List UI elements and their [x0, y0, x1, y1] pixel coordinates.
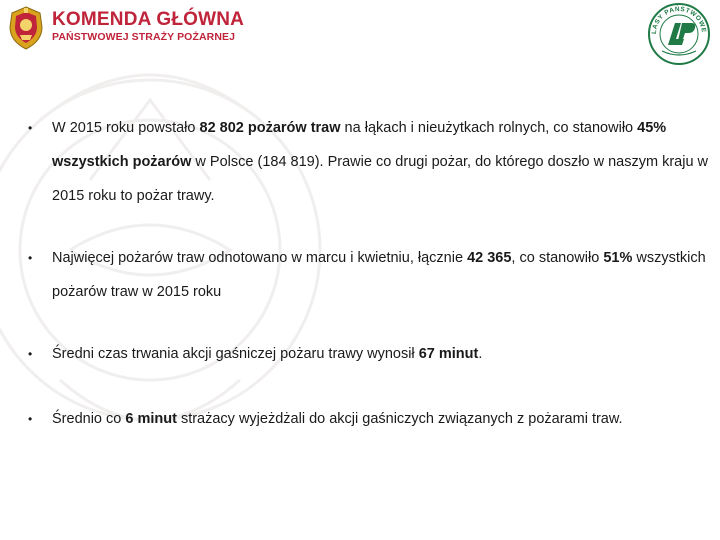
bullet-item: [28, 111, 708, 213]
text-run: strażacy wyjeżdżali do akcji gaśniczych związanych z pożarami traw.: [176, 411, 623, 427]
bullet-marker: •: [28, 251, 33, 265]
text-run-bold: 42 365: [467, 250, 512, 266]
bullet-text: [52, 241, 708, 309]
text-run: wszystkich pożarów traw w 2015 roku: [52, 250, 706, 300]
bullet-item: [28, 241, 708, 309]
text-run: Średni czas trwania akcji gaśniczej pożaru trawy wynosił: [52, 346, 419, 362]
bullet-marker: •: [28, 347, 33, 361]
org-name-line1: KOMENDA GŁÓWNA: [52, 9, 245, 30]
lasy-panstwowe-logo-text: LASY PAŃSTWOWE: [650, 5, 708, 35]
text-run: Najwięcej pożarów traw odnotowano w marcu i kwietniu, łącznie: [52, 250, 468, 266]
text-run: na łąkach i nieużytkach rolnych, co stanowiło: [340, 120, 638, 136]
bullet-item: [28, 402, 708, 436]
text-run: , co stanowiło: [511, 250, 604, 266]
bullet-marker: •: [28, 412, 33, 426]
text-run: .: [478, 346, 483, 362]
text-run-bold: 51%: [603, 250, 633, 266]
text-run-bold: 82 802 pożarów traw: [199, 120, 341, 136]
text-run-bold: 67 minut: [418, 346, 479, 362]
text-run: W 2015 roku powstało: [52, 120, 200, 136]
bullet-text: [52, 337, 708, 371]
bullet-marker: •: [28, 121, 33, 135]
bullet-text: [52, 402, 708, 436]
text-run: w Polsce (184 819). Prawie co drugi pożar, do którego doszło w naszym kraju w 2015 roku to pożar trawy.: [52, 154, 709, 204]
bullet-text: [52, 111, 708, 213]
bullet-item: [28, 337, 708, 371]
text-run: Średnio co: [52, 411, 126, 427]
org-name-line2: PAŃSTWOWEJ STRAŻY POŻARNEJ: [52, 31, 236, 43]
text-run-bold: 45% wszystkich pożarów: [52, 120, 667, 170]
text-run-bold: 6 minut: [125, 411, 177, 427]
